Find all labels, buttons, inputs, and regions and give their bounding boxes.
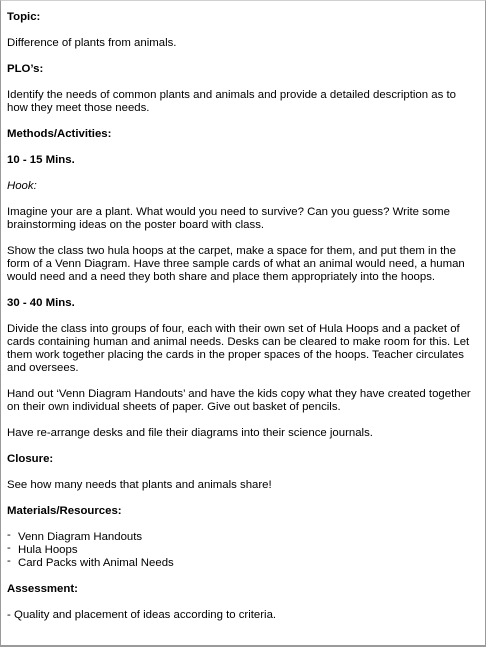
closure-text: See how many needs that plants and animals share!	[7, 479, 272, 491]
list-item: - Venn Diagram Handouts	[7, 531, 475, 544]
list-item: - Card Packs with Animal Needs	[7, 557, 475, 570]
closure-heading: Closure:	[7, 453, 54, 465]
methods-paragraph-4: Hand out ‘Venn Diagram Handouts’ and have the kids copy what they have created together on their own individual sheets of paper. Give out basket of pencils.	[7, 388, 471, 413]
list-item: - Hula Hoops	[7, 544, 475, 557]
plo-text: Identify the needs of common plants and animals and provide a detailed description as to how they meet those needs.	[7, 89, 456, 114]
assessment-heading: Assessment:	[7, 583, 78, 595]
lesson-plan	[7, 11, 475, 622]
materials-list	[7, 531, 475, 570]
hook-label: Hook:	[7, 180, 37, 192]
methods-paragraph-5: Have re-arrange desks and file their diagrams into their science journals.	[7, 427, 373, 439]
topic-heading: Topic:	[7, 11, 41, 23]
methods-paragraph-2: Show the class two hula hoops at the carpet, make a space for them, and put them in the form of a Venn Diagram. Have three sample cards of what an animal would need, a human would need and a need they both share and place them appropriately into the hoops.	[7, 245, 465, 283]
methods-paragraph-3: Divide the class into groups of four, each with their own set of Hula Hoops and a packet of cards containing human and animal needs. Desks can be cleared to make room for this. Let them work together placing the cards in the proper spaces of the hoops. Teacher circulates and oversees.	[7, 323, 470, 374]
methods-heading: Methods/Activities:	[7, 128, 112, 140]
plo-heading: PLO’s:	[7, 63, 44, 75]
methods-time-2: 30 - 40 Mins.	[7, 297, 75, 309]
topic-text: Difference of plants from animals.	[7, 37, 177, 49]
methods-time-1: 10 - 15 Mins.	[7, 154, 75, 166]
assessment-text: - Quality and placement of ideas according to criteria.	[7, 609, 277, 621]
methods-paragraph-1: Imagine your are a plant. What would you need to survive? Can you guess? Write some brainstorming ideas on the poster board with class.	[7, 206, 450, 231]
materials-heading: Materials/Resources:	[7, 505, 122, 517]
